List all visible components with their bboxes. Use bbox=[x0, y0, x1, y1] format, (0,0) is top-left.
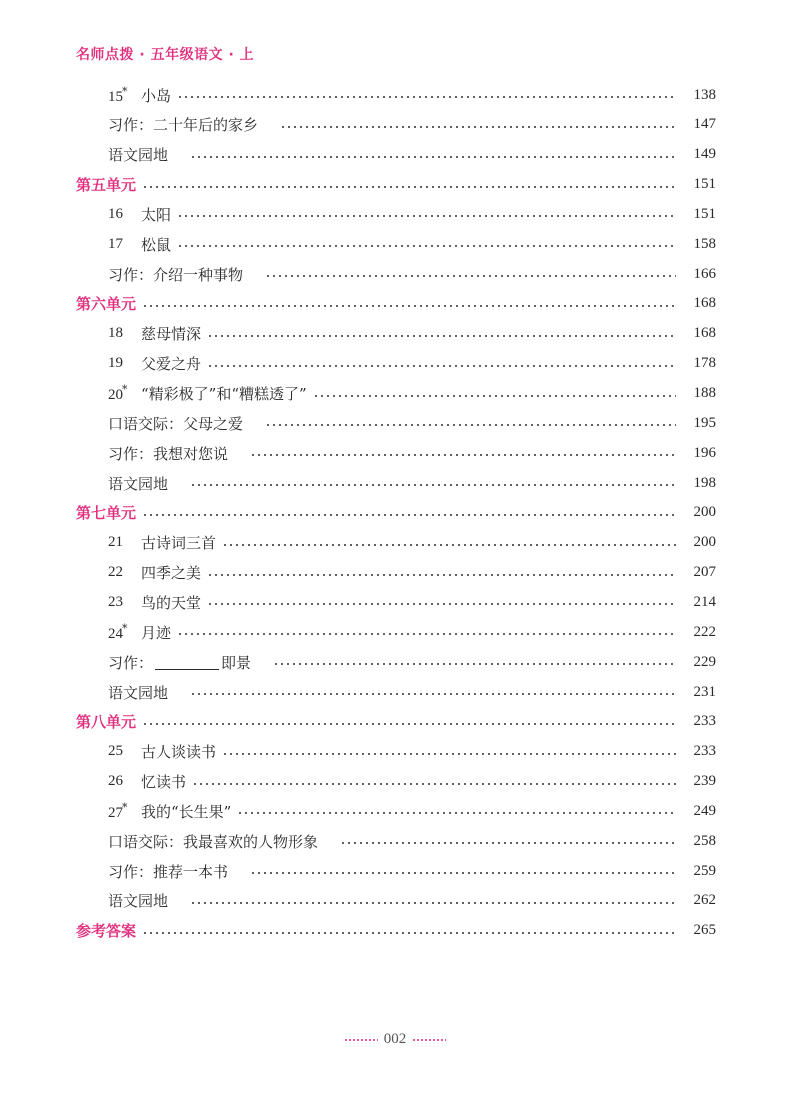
toc-lesson-entry bbox=[108, 349, 716, 379]
dot-leader bbox=[265, 275, 676, 277]
entry-title: “精彩极了”和“糟糕透了” bbox=[141, 385, 307, 403]
lesson-number: 19 bbox=[108, 355, 123, 372]
lesson-number: 15 bbox=[108, 88, 123, 105]
toc-lesson-entry bbox=[108, 677, 716, 707]
entry-title: 太阳 bbox=[141, 205, 172, 224]
toc-lesson-entry bbox=[108, 110, 716, 140]
lesson-number: 23 bbox=[108, 593, 123, 610]
entry-page-number: 151 bbox=[693, 176, 716, 193]
lesson-number: 21 bbox=[108, 534, 123, 551]
entry-title: 口语交际：父母之爱 bbox=[108, 414, 244, 433]
unit-title: 第五单元 bbox=[76, 176, 137, 195]
dot-leader bbox=[280, 126, 676, 128]
entry-page-number: 198 bbox=[693, 474, 716, 491]
entry-page-number: 200 bbox=[693, 504, 716, 521]
entry-page-number: 259 bbox=[693, 862, 716, 879]
entry-title: 语文园地 bbox=[108, 146, 169, 165]
entry-page-number: 138 bbox=[693, 86, 716, 103]
entry-title: 习作：二十年后的家乡 bbox=[108, 116, 259, 135]
lesson-number: 25 bbox=[108, 743, 123, 760]
page-number: 002 bbox=[383, 1031, 407, 1047]
toc-lesson-entry bbox=[108, 856, 716, 886]
toc-lesson-entry bbox=[108, 408, 716, 438]
dot-leader bbox=[340, 842, 676, 844]
dot-leader bbox=[142, 723, 676, 725]
toc-lesson-entry bbox=[108, 647, 716, 677]
dot-leader bbox=[273, 663, 676, 665]
toc-lesson-entry bbox=[108, 826, 716, 856]
entry-page-number: 168 bbox=[693, 295, 716, 312]
entry-title: 月迹 bbox=[141, 623, 172, 642]
dot-leader bbox=[313, 395, 676, 397]
self-study-mark: * bbox=[122, 383, 128, 396]
dot-leader bbox=[142, 305, 676, 307]
toc-lesson-entry bbox=[108, 528, 716, 558]
toc-lesson-entry bbox=[108, 80, 716, 110]
unit-title: 第七单元 bbox=[76, 504, 137, 523]
unit-title: 第六单元 bbox=[76, 295, 137, 314]
entry-page-number: 214 bbox=[693, 593, 716, 610]
lesson-number: 26 bbox=[108, 773, 123, 790]
entry-title: 四季之美 bbox=[141, 564, 202, 583]
entry-page-number: 178 bbox=[693, 355, 716, 372]
entry-title: 慈母情深 bbox=[141, 325, 202, 344]
entry-title: 小岛 bbox=[141, 86, 172, 105]
lesson-number: 16 bbox=[108, 205, 123, 222]
unit-title: 第八单元 bbox=[76, 713, 137, 732]
entry-title: 古人谈读书 bbox=[141, 743, 217, 762]
entry-page-number: 200 bbox=[693, 534, 716, 551]
toc-lesson-entry bbox=[108, 558, 716, 588]
dot-leader bbox=[207, 603, 676, 605]
lesson-number: 24 bbox=[108, 625, 123, 642]
entry-title: 松鼠 bbox=[141, 235, 172, 254]
entry-title: 古诗词三首 bbox=[141, 534, 217, 553]
toc-lesson-entry bbox=[108, 767, 716, 797]
lesson-number: 18 bbox=[108, 325, 123, 342]
entry-title: 习作：我想对您说 bbox=[108, 444, 229, 463]
page-footer bbox=[0, 1031, 790, 1048]
dot-leader bbox=[177, 96, 676, 98]
lesson-number: 20 bbox=[108, 387, 123, 403]
entry-title: 习作：介绍一种事物 bbox=[108, 265, 244, 284]
toc-lesson-entry bbox=[108, 229, 716, 259]
entry-page-number: 258 bbox=[693, 832, 716, 849]
entry-page-number: 265 bbox=[693, 922, 716, 939]
dot-leader bbox=[142, 932, 676, 934]
dot-leader bbox=[250, 454, 676, 456]
entry-title: 我的“长生果” bbox=[141, 802, 232, 821]
entry-title: 父爱之舟 bbox=[141, 355, 202, 374]
dot-leader bbox=[265, 424, 676, 426]
entry-page-number: 166 bbox=[693, 265, 716, 282]
dot-leader bbox=[207, 574, 676, 576]
toc-lesson-entry bbox=[108, 737, 716, 767]
entry-page-number: 188 bbox=[693, 385, 716, 401]
entry-title: 习作： bbox=[108, 653, 154, 672]
dot-leader bbox=[142, 186, 676, 188]
running-header: 名师点拨 · 五年级语文 · 上 bbox=[76, 47, 255, 63]
self-study-mark: * bbox=[122, 84, 128, 98]
dot-leader bbox=[190, 484, 676, 486]
entry-title: 忆读书 bbox=[141, 773, 187, 792]
entry-page-number: 147 bbox=[693, 116, 716, 133]
lesson-number-wrap bbox=[108, 85, 141, 106]
self-study-mark: * bbox=[122, 621, 128, 635]
lesson-number-wrap bbox=[108, 383, 141, 404]
entry-page-number: 207 bbox=[693, 564, 716, 581]
toc-lesson-entry bbox=[108, 796, 716, 826]
dot-leader bbox=[177, 245, 676, 247]
toc-lesson-entry bbox=[108, 379, 716, 409]
toc-lesson-entry bbox=[108, 259, 716, 289]
unit-title: 参考答案 bbox=[76, 922, 137, 941]
toc-lesson-entry bbox=[108, 140, 716, 170]
entry-page-number: 249 bbox=[693, 802, 716, 819]
toc-lesson-entry bbox=[108, 319, 716, 349]
entry-page-number: 222 bbox=[693, 623, 716, 640]
toc-unit-entry bbox=[76, 498, 716, 528]
entry-title: 鸟的天堂 bbox=[141, 593, 202, 612]
fill-in-blank-line bbox=[155, 655, 219, 670]
dot-leader bbox=[190, 902, 676, 904]
entry-page-number: 151 bbox=[693, 205, 716, 222]
entry-title: 语文园地 bbox=[108, 892, 169, 911]
toc-unit-entry bbox=[76, 289, 716, 319]
dot-leader bbox=[190, 693, 676, 695]
entry-title: 口语交际：我最喜欢的人物形象 bbox=[108, 832, 319, 851]
dot-leader bbox=[250, 872, 676, 874]
footer-right-dots bbox=[412, 1039, 446, 1041]
entry-title-suffix: 即景 bbox=[221, 653, 252, 672]
footer-left-dots bbox=[344, 1039, 378, 1041]
toc-unit-entry bbox=[76, 707, 716, 737]
lesson-number: 17 bbox=[108, 235, 123, 252]
entry-page-number: 158 bbox=[693, 235, 716, 252]
entry-page-number: 229 bbox=[693, 653, 716, 670]
toc-lesson-entry bbox=[108, 587, 716, 617]
entry-page-number: 239 bbox=[693, 773, 716, 790]
toc-lesson-entry bbox=[108, 438, 716, 468]
entry-title: 语文园地 bbox=[108, 683, 169, 702]
entry-page-number: 196 bbox=[693, 444, 716, 461]
entry-page-number: 168 bbox=[693, 325, 716, 342]
dot-leader bbox=[177, 633, 676, 635]
dot-leader bbox=[222, 753, 676, 755]
lesson-number: 22 bbox=[108, 564, 123, 581]
dot-leader bbox=[190, 156, 676, 158]
entry-page-number: 262 bbox=[693, 892, 716, 909]
dot-leader bbox=[177, 215, 676, 217]
entry-page-number: 231 bbox=[693, 683, 716, 700]
entry-page-number: 233 bbox=[693, 743, 716, 760]
dot-leader bbox=[207, 335, 676, 337]
entry-title: 习作：推荐一本书 bbox=[108, 862, 229, 881]
toc-lesson-entry bbox=[108, 468, 716, 498]
toc-lesson-entry bbox=[108, 617, 716, 647]
lesson-number: 27 bbox=[108, 804, 123, 821]
dot-leader bbox=[207, 365, 676, 367]
dot-leader bbox=[192, 783, 676, 785]
toc-lesson-entry bbox=[108, 199, 716, 229]
toc-unit-entry bbox=[76, 916, 716, 946]
toc-lesson-entry bbox=[108, 886, 716, 916]
dot-leader bbox=[222, 544, 676, 546]
entry-title: 语文园地 bbox=[108, 474, 169, 493]
dot-leader bbox=[142, 514, 676, 516]
entry-page-number: 149 bbox=[693, 146, 716, 163]
entry-page-number: 195 bbox=[693, 414, 716, 431]
toc-unit-entry bbox=[76, 170, 716, 200]
self-study-mark: * bbox=[122, 800, 128, 814]
entry-page-number: 233 bbox=[693, 713, 716, 730]
lesson-number-wrap bbox=[108, 622, 141, 643]
dot-leader bbox=[237, 812, 676, 814]
lesson-number-wrap bbox=[108, 801, 141, 822]
